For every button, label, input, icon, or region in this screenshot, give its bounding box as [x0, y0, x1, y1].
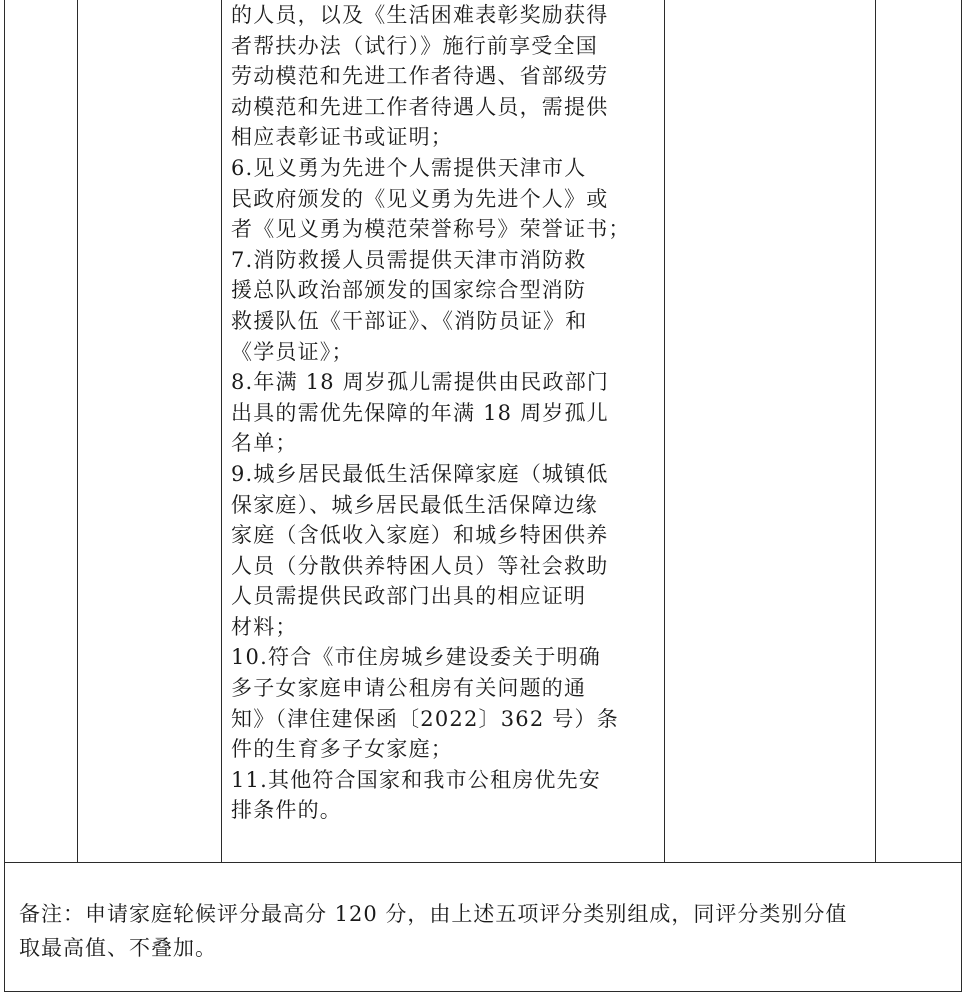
requirements-cell: [231, 0, 661, 826]
text-line: 8.年满 18 周岁孤儿需提供由民政部门: [231, 370, 610, 395]
text-line: 动模范和先进工作者待遇人员，需提供: [231, 94, 609, 119]
text-line: 出具的需优先保障的年满 18 周岁孤儿: [231, 400, 609, 425]
text-line: 的人员，以及《生活困难表彰奖励获得: [231, 3, 609, 27]
column-divider-3: [664, 0, 665, 862]
text-line: 劳动模范和先进工作者待遇、省部级劳: [231, 64, 609, 89]
text-line: 件的生育多子女家庭；: [231, 737, 453, 762]
remarks-note: [19, 897, 954, 965]
text-line: 排条件的。: [231, 798, 342, 823]
text-line: 人员（分散供养特困人员）等社会救助: [231, 553, 609, 578]
remarks-line-1: 备注：申请家庭轮候评分最高分 120 分，由上述五项评分类别组成，同评分类别分值: [19, 902, 848, 926]
text-line: 11.其他符合国家和我市公租房优先安: [231, 767, 601, 792]
text-line: 救援队伍《干部证》、《消防员证》和: [231, 308, 588, 333]
column-divider-1: [77, 0, 78, 862]
table-border-right: [961, 0, 962, 992]
column-divider-4: [875, 0, 876, 862]
text-line: 家庭（含低收入家庭）和城乡特困供养: [231, 523, 609, 548]
text-line: 《学员证》；: [231, 339, 354, 364]
text-line: 人员需提供民政部门出具的相应证明: [231, 584, 587, 609]
text-line: 9.城乡居民最低生活保障家庭（城镇低: [231, 461, 609, 486]
text-line: 知》（津住建保函〔2022〕362 号）条: [231, 706, 619, 731]
table-border-left: [4, 0, 5, 992]
text-line: 7.消防救援人员需提供天津市消防救: [231, 247, 587, 272]
text-line: 民政府颁发的《见义勇为先进个人》或: [231, 186, 609, 211]
text-line: 相应表彰证书或证明；: [231, 125, 453, 150]
column-divider-2: [221, 0, 222, 862]
text-line: 援总队政治部颁发的国家综合型消防: [231, 278, 587, 303]
text-line: 多子女家庭申请公租房有关问题的通: [231, 676, 587, 701]
text-line: 保家庭）、城乡居民最低生活保障边缘: [231, 492, 598, 517]
remarks-line-2: 取最高值、不叠加。: [19, 936, 217, 960]
table-border-bottom: [4, 991, 962, 992]
text-line: 者《见义勇为模范荣誉称号》荣誉证书；: [231, 217, 631, 242]
text-line: 材料；: [231, 614, 298, 639]
text-line: 名单；: [231, 431, 298, 456]
text-line: 10.符合《市住房城乡建设委关于明确: [231, 645, 601, 670]
row-divider: [4, 862, 962, 863]
text-line: 者帮扶办法（试行）》施行前享受全国: [231, 33, 598, 58]
text-line: 6.见义勇为先进个人需提供天津市人: [231, 155, 587, 180]
